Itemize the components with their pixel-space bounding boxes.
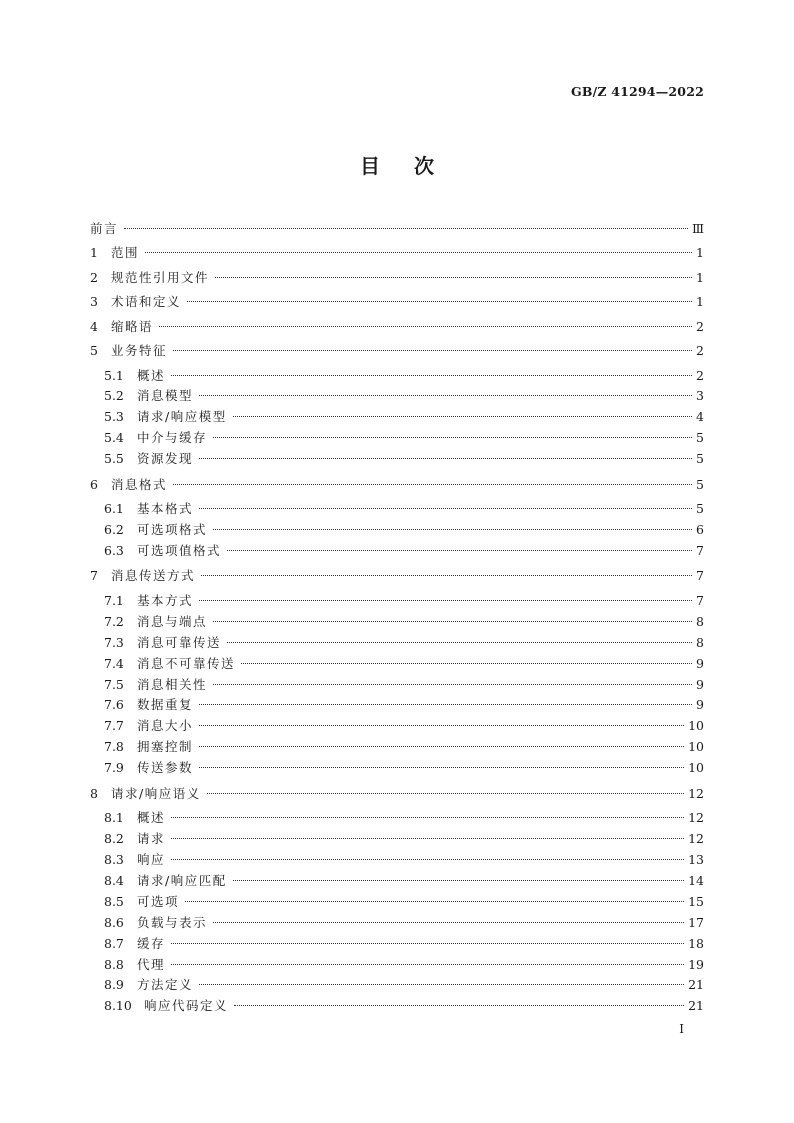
toc-entry-number: 7.1 <box>104 593 124 608</box>
toc-entry-title: 资源发现 <box>137 451 194 466</box>
toc-entry-page: Ⅲ <box>691 221 704 236</box>
toc-entry-page: 2 <box>696 343 704 358</box>
toc-leader-dots <box>227 642 692 643</box>
toc-entry-title: 消息格式 <box>111 477 168 492</box>
toc-entry[interactable] <box>104 429 704 447</box>
toc-entry-page: 4 <box>696 409 704 424</box>
toc-entry-title: 缩略语 <box>111 319 154 334</box>
toc-entry-page: 12 <box>688 786 704 801</box>
toc-entry-number: 7.3 <box>104 635 124 650</box>
toc-entry-number: 5.4 <box>104 430 124 445</box>
toc-leader-dots <box>145 252 692 253</box>
toc-entry-page: 7 <box>696 568 704 583</box>
toc-entry-number: 1 <box>90 245 98 260</box>
toc-entry-page: 1 <box>696 294 704 309</box>
toc-entry[interactable] <box>104 809 704 827</box>
toc-leader-dots <box>171 964 684 965</box>
toc-entry-number: 5.5 <box>104 451 124 466</box>
toc-entry[interactable] <box>90 244 704 262</box>
toc-leader-dots <box>159 326 692 327</box>
toc-leader-dots <box>213 529 692 530</box>
toc-entry-number: 8.10 <box>104 998 132 1013</box>
toc-entry-number: 8.3 <box>104 852 124 867</box>
toc-leader-dots <box>171 943 684 944</box>
toc-entry-number: 6.2 <box>104 522 124 537</box>
toc-leader-dots <box>199 984 684 985</box>
toc-leader-dots <box>173 350 692 351</box>
toc-entry-number: 8.7 <box>104 936 124 951</box>
toc-entry[interactable] <box>104 893 704 911</box>
toc-entry[interactable] <box>104 872 704 890</box>
toc-entry-page: 13 <box>688 852 704 867</box>
toc-entry-page: 7 <box>696 593 704 608</box>
toc-entry-page: 5 <box>696 451 704 466</box>
toc-entry-page: 5 <box>696 477 704 492</box>
toc-entry[interactable] <box>104 521 704 539</box>
toc-entry-title: 消息可靠传送 <box>137 635 222 650</box>
toc-entry[interactable] <box>104 450 704 468</box>
toc-entry[interactable] <box>104 759 704 777</box>
toc-entry-title: 消息模型 <box>137 388 194 403</box>
toc-entry[interactable] <box>104 592 704 610</box>
toc-entry[interactable] <box>104 851 704 869</box>
toc-leader-dots <box>213 684 692 685</box>
toc-entry-title: 规范性引用文件 <box>111 270 210 285</box>
toc-leader-dots <box>199 746 684 747</box>
toc-entry[interactable] <box>104 500 704 518</box>
toc-entry[interactable] <box>90 342 704 360</box>
toc-entry[interactable] <box>104 738 704 756</box>
toc-leader-dots <box>199 725 684 726</box>
toc-leader-dots <box>199 395 692 396</box>
toc-entry-number: 7.7 <box>104 718 124 733</box>
toc-entry-page: 14 <box>688 873 704 888</box>
toc-entry[interactable] <box>90 476 704 494</box>
toc-entry-title: 拥塞控制 <box>137 739 194 754</box>
toc-leader-dots <box>233 416 692 417</box>
toc-entry-number: 7.8 <box>104 739 124 754</box>
toc-entry[interactable] <box>90 269 704 287</box>
toc-entry-page: 10 <box>688 760 704 775</box>
toc-entry-number: 7.9 <box>104 760 124 775</box>
toc-entry-title: 概述 <box>137 810 166 825</box>
toc-entry-number: 8.1 <box>104 810 124 825</box>
toc-entry-number: 5.1 <box>104 368 124 383</box>
toc-entry-title: 基本方式 <box>137 593 194 608</box>
toc-entry-page: 10 <box>688 739 704 754</box>
toc-entry-title: 前言 <box>90 221 119 236</box>
toc-entry-title: 请求/响应语义 <box>111 786 201 801</box>
toc-leader-dots <box>171 817 684 818</box>
toc-leader-dots <box>199 704 692 705</box>
toc-entry-title: 可选项 <box>137 894 180 909</box>
toc-entry-title: 消息传送方式 <box>111 568 196 583</box>
toc-entry[interactable] <box>104 676 704 694</box>
toc-entry-page: 12 <box>688 831 704 846</box>
toc-entry-title: 可选项值格式 <box>137 543 222 558</box>
toc-entry-title: 消息相关性 <box>137 677 208 692</box>
toc-entry-page: 8 <box>696 614 704 629</box>
toc-entry-page: 1 <box>696 245 704 260</box>
toc-entry-number: 8.9 <box>104 977 124 992</box>
toc-entry-page: 7 <box>696 543 704 558</box>
toc-entry-title: 中介与缓存 <box>137 430 208 445</box>
toc-entry[interactable] <box>104 542 704 560</box>
toc-entry[interactable] <box>104 914 704 932</box>
toc-entry-title: 业务特征 <box>111 343 168 358</box>
toc-leader-dots <box>171 838 684 839</box>
toc-entry-title: 范围 <box>111 245 140 260</box>
toc-leader-dots <box>199 600 692 601</box>
toc-entry-page: 17 <box>688 915 704 930</box>
page-number: I <box>679 1022 684 1036</box>
toc-entry-number: 8.6 <box>104 915 124 930</box>
toc-entry-title: 传送参数 <box>137 760 194 775</box>
toc-entry-title: 消息不可靠传送 <box>137 656 236 671</box>
toc-entry-title: 可选项格式 <box>137 522 208 537</box>
toc-entry-title: 消息大小 <box>137 718 194 733</box>
toc-leader-dots <box>227 550 692 551</box>
toc-entry-number: 7.2 <box>104 614 124 629</box>
toc-leader-dots <box>185 901 684 902</box>
standard-code: GB/Z 41294—2022 <box>570 84 704 99</box>
toc-leader-dots <box>173 484 692 485</box>
toc-entry[interactable] <box>90 293 704 311</box>
toc-entry-title: 负载与表示 <box>137 915 208 930</box>
toc-entry[interactable] <box>104 717 704 735</box>
toc-entry[interactable] <box>104 976 704 994</box>
toc-entry-number: 3 <box>90 294 98 309</box>
toc-entry-page: 21 <box>688 977 704 992</box>
toc-entry-number: 8 <box>90 786 98 801</box>
toc-entry-number: 7.4 <box>104 656 124 671</box>
toc-entry[interactable] <box>104 634 704 652</box>
toc-leader-dots <box>171 375 692 376</box>
toc-entry-title: 术语和定义 <box>111 294 182 309</box>
toc-entry-number: 7.5 <box>104 677 124 692</box>
toc-entry-number: 6 <box>90 477 98 492</box>
toc-entry[interactable] <box>104 830 704 848</box>
toc-entry[interactable] <box>104 935 704 953</box>
toc-entry-page: 15 <box>688 894 704 909</box>
toc-leader-dots <box>207 793 684 794</box>
toc-entry-number: 4 <box>90 319 98 334</box>
toc-leader-dots <box>187 301 692 302</box>
toc-leader-dots <box>233 880 684 881</box>
toc-entry[interactable] <box>104 367 704 385</box>
toc-entry[interactable] <box>90 220 704 238</box>
toc-entry-page: 5 <box>696 430 704 445</box>
toc-entry[interactable] <box>104 956 704 974</box>
toc-entry-page: 12 <box>688 810 704 825</box>
toc-entry-page: 9 <box>696 656 704 671</box>
toc-entry-title: 响应代码定义 <box>144 998 229 1013</box>
toc-entry-page: 9 <box>696 697 704 712</box>
toc-leader-dots <box>213 621 692 622</box>
page-title: 目次 <box>360 154 468 178</box>
toc-entry-title: 基本格式 <box>137 501 194 516</box>
toc-leader-dots <box>199 767 684 768</box>
toc-leader-dots <box>171 859 684 860</box>
toc-entry-number: 6.3 <box>104 543 124 558</box>
toc-entry[interactable] <box>104 655 704 673</box>
toc-entry-page: 18 <box>688 936 704 951</box>
toc-entry-page: 8 <box>696 635 704 650</box>
toc-entry-number: 5.2 <box>104 388 124 403</box>
toc-entry[interactable] <box>90 567 704 585</box>
toc-entry-number: 8.2 <box>104 831 124 846</box>
toc-entry-title: 代理 <box>137 957 166 972</box>
toc-entry-page: 19 <box>688 957 704 972</box>
toc-entry[interactable] <box>90 318 704 336</box>
toc-entry-page: 3 <box>696 388 704 403</box>
toc-entry-page: 21 <box>688 998 704 1013</box>
toc-entry-number: 8.4 <box>104 873 124 888</box>
toc-entry-title: 消息与端点 <box>137 614 208 629</box>
toc-entry-page: 2 <box>696 319 704 334</box>
toc-leader-dots <box>201 575 692 576</box>
toc-entry-number: 5.3 <box>104 409 124 424</box>
toc-entry-number: 7.6 <box>104 697 124 712</box>
toc-entry-title: 数据重复 <box>137 697 194 712</box>
toc-entry-page: 10 <box>688 718 704 733</box>
toc-entry-number: 5 <box>90 343 98 358</box>
toc-entry-title: 缓存 <box>137 936 166 951</box>
toc-entry-number: 6.1 <box>104 501 124 516</box>
toc-leader-dots <box>124 228 688 229</box>
toc-entry-title: 响应 <box>137 852 166 867</box>
toc-entry-title: 概述 <box>137 368 166 383</box>
toc-entry-page: 6 <box>696 522 704 537</box>
toc-entry-title: 方法定义 <box>137 977 194 992</box>
toc-entry[interactable] <box>104 997 704 1015</box>
toc-entry[interactable] <box>90 785 704 803</box>
toc-entry-title: 请求 <box>137 831 166 846</box>
toc-entry-number: 8.5 <box>104 894 124 909</box>
toc-leader-dots <box>215 277 692 278</box>
toc-entry[interactable] <box>104 613 704 631</box>
toc-leader-dots <box>213 437 692 438</box>
toc-entry[interactable] <box>104 408 704 426</box>
toc-entry-page: 2 <box>696 368 704 383</box>
toc-entry-page: 1 <box>696 270 704 285</box>
toc-leader-dots <box>213 922 684 923</box>
toc-entry[interactable] <box>104 696 704 714</box>
toc-entry-number: 7 <box>90 568 98 583</box>
toc-entry-page: 5 <box>696 501 704 516</box>
toc-entry-number: 2 <box>90 270 98 285</box>
toc-entry-page: 9 <box>696 677 704 692</box>
toc-entry-number: 8.8 <box>104 957 124 972</box>
toc-leader-dots <box>241 663 692 664</box>
toc-entry-title: 请求/响应模型 <box>137 409 227 424</box>
toc-leader-dots <box>199 508 692 509</box>
toc-leader-dots <box>234 1005 684 1006</box>
toc-entry[interactable] <box>104 387 704 405</box>
toc-entry-title: 请求/响应匹配 <box>137 873 227 888</box>
toc-leader-dots <box>199 458 692 459</box>
